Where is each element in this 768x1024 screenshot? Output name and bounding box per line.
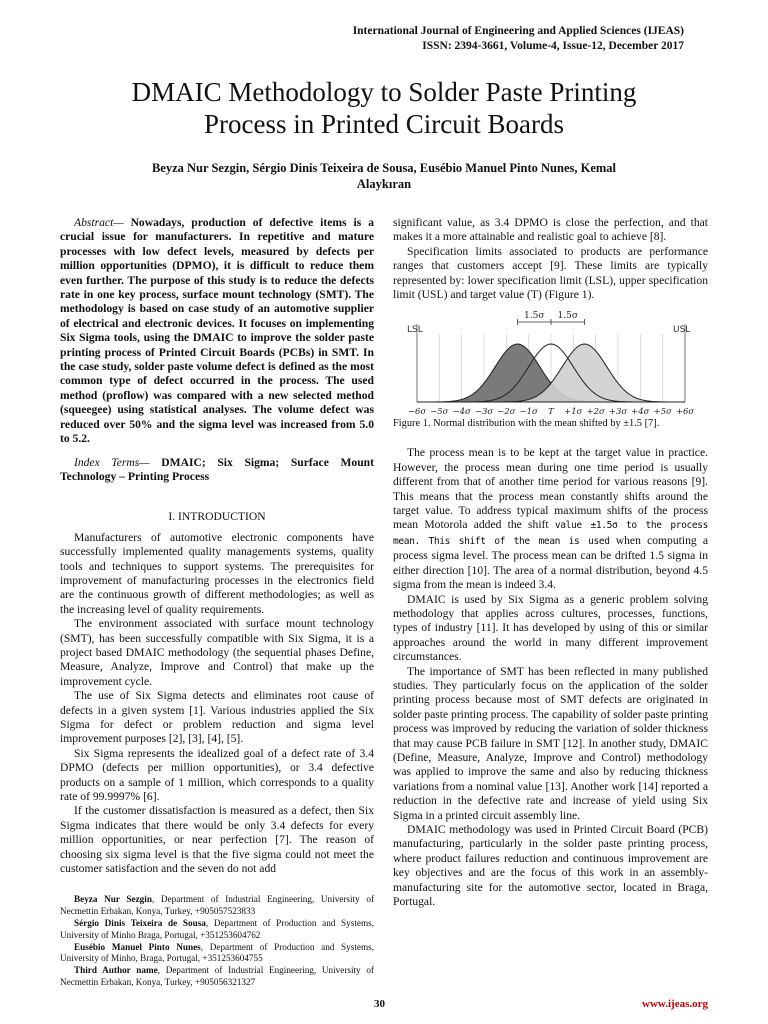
paragraph: The environment associated with surface mount technology (SMT), has been successfully compatible with Six Sigma, it is a project based DMAIC methodology (the sequential phases Define, Measure, Analyze, Improve and Control) that make up the improvement cycle.: [60, 617, 374, 688]
sigma-tick-label: −5σ: [430, 407, 449, 418]
paragraph: significant value, as 3.4 DPMO is close the perfection, and that makes it a more attainable and realistic goal to achieve [8].: [393, 216, 708, 244]
sigma-tick-label: +5σ: [653, 407, 672, 418]
left-column: [60, 216, 374, 989]
footnote-item: [60, 918, 374, 942]
journal-name: International Journal of Engineering and Applied Sciences (IJEAS): [352, 25, 684, 37]
footnote-author-affiliation: , Department of Production and Systems, University of Minho Braga, Portugal, +351253604762: [60, 918, 374, 940]
shift-right-label: 1.5σ: [557, 311, 578, 322]
abstract-label: Abstract—: [74, 216, 124, 229]
usl-label: USL: [673, 325, 691, 336]
author-list: [100, 160, 668, 192]
paragraph: DMAIC methodology was used in Printed Circuit Board (PCB) manufacturing, particularly in the solder paste printing process, where product failures reduction and continuous improvement are key objectives and are the focus of this work in an assembly-manufacturing site for the automotive sector, located in Braga, Portugal.: [393, 823, 708, 909]
abstract-text: Nowadays, production of defective items is a crucial issue for manufacturers. In repetitive and mature processes with low defect levels, measured by defects per million opportunities (DPMO), it is difficult to reduce them even further. The purpose of this study is to reduce the defects rate in one key process, surface mount technology (SMT). The methodology is based on case study of an automotive supplier of electrical and electronic devices. It focuses on implementing Six Sigma tools, using the DMAIC to improve the solder paste printing process of Printed Circuit Boards (PCBs) in SMT. In the case study, solder paste volume defect is defined as the most common type of defect occurred in the process. The used method (proflow) was compared with a new selected method (squeegee) using statistical analyses. The volume defect was reduced over 50% and the sigma level was increased from 5.0 to 5.2.: [60, 216, 374, 446]
sigma-tick-label: +1σ: [564, 407, 583, 418]
paragraph: If the customer dissatisfaction is measured as a defect, then Six Sigma indicates that there would be only 3.4 defects for every million opportunities, or near perfection [7]. The reason of choosing six sigma level is that the five sigma could not meet the customer satisfaction and the seven do not add: [60, 804, 374, 876]
footnote-author-name: Sérgio Dinis Teixeira de Sousa: [74, 918, 206, 929]
sigma-tick-label: −6σ: [407, 407, 427, 418]
paragraph: The use of Six Sigma detects and eliminates root cause of defects in a given system [1]. Various industries applied the Six Sigma for defect or problem reduction and sigma level improvement purposes [2], [3], [4], [5].: [60, 689, 374, 746]
sigma-tick-label: +4σ: [631, 407, 650, 418]
sigma-tick-label: −4σ: [452, 407, 471, 418]
paragraph: The importance of SMT has been reflected in many published studies. They particularly focus on the application of the solder printing process because most of SMT defects are originated in solder paste printing process. The capability of solder paste printing process was improved by reducing the variation of solder thickness that may cause PCB failure in SMT [12]. In another study, DMAIC (Define, Measure, Analyze, Improve and Control) methodology was applied to improve the same and also by reducing thickness variations from a nominal value [13]. Another work [14] reported a reduction in the defective rate and increase of yield using Six Sigma in a printed circuit assembly line.: [393, 664, 708, 822]
title-line-1: DMAIC Methodology to Solder Paste Printing: [131, 77, 637, 107]
footnote-item: [60, 965, 374, 989]
footnote-author-name: Beyza Nur Sezgin: [74, 894, 152, 905]
figure-caption: Figure 1. Normal distribution with the mean shifted by ±1.5 [7].: [393, 418, 660, 430]
page-number: 30: [374, 998, 385, 1010]
figure-normal-distribution: [393, 310, 708, 418]
index-terms-text: DMAIC; Six Sigma; Surface Mount Technology – Printing Process: [60, 455, 374, 483]
shift-left-label: 1.5σ: [524, 311, 545, 322]
sigma-tick-label: T: [548, 407, 554, 418]
journal-header: [353, 24, 684, 54]
footnote-item: [60, 942, 374, 966]
paragraph: DMAIC is used by Six Sigma as a generic problem solving methodology that applies across cultures, processes, functions, types of industry [11]. It has developed by using of this or similar approaches around the world in many different improvement circumstances.: [393, 592, 708, 664]
paragraph: Manufacturers of automotive electronic components have successfully implemented quality managements systems, quality tools and techniques to support systems. The prerequisites for improvement of manufacturing processes in the electronics field are the continuous growth of different methodologies; as well as the increasing level of quality requirements.: [60, 530, 374, 616]
paragraph-text: when computing a process sigma level. The process mean can be drifted 1.5 sigma in either direction [10]. The area of a normal distribution, beyond 4.5 sigma from the mean is indeed 3.4.: [393, 533, 708, 592]
footnote-item: [60, 894, 374, 918]
authors-line-2: Alaykıran: [356, 177, 412, 191]
sigma-tick-label: +6σ: [675, 407, 695, 418]
abstract: [60, 216, 374, 447]
sigma-tick-label: +3σ: [608, 407, 628, 418]
right-column: [393, 216, 708, 909]
index-terms-label: Index Terms—: [74, 455, 150, 469]
paper-title: [0, 76, 768, 140]
journal-website[interactable]: www.ijeas.org: [642, 998, 708, 1010]
paragraph: Specification limits associated to products are performance ranges that customers accept [9]. These limits are typically represented by: lower specification limit (LSL), upper specification limit (USL) and target value (T) (Figure 1).: [393, 244, 708, 302]
distribution-plot: [393, 310, 708, 418]
index-terms: [60, 456, 374, 485]
paragraph-text-distorted: value ±1.5σ to the process mean. This shift of the mean is used: [393, 520, 708, 547]
paragraph-text: The process mean is to be kept at the target value in practice. However, the process mean during one time period is usually different from that of another time period for various reasons [9]. This means that the process mean constantly shifts around the target value. To address typical maximum shifts of the process mean Motorola added the shift: [393, 446, 708, 532]
paragraph: Six Sigma represents the idealized goal of a defect rate of 3.4 DPMO (defects per million opportunities), or 3.4 defective products on a sample of 1 million, which corresponds to a quality rate of 99.9997% [6].: [60, 746, 374, 804]
sigma-tick-label: −1σ: [519, 407, 538, 418]
title-line-2: Process in Printed Circuit Boards: [204, 109, 564, 139]
sigma-tick-label: +2σ: [586, 407, 605, 418]
footnote-author-name: Eusébio Manuel Pinto Nunes: [74, 941, 201, 952]
journal-issn: ISSN: 2394-3661, Volume-4, Issue-12, December 2017: [422, 40, 684, 52]
footnote-author-affiliation: , Department of Industrial Engineering, University of Necmettin Erbakan, Konya, Turkey, +905056321327: [60, 965, 374, 988]
authors-line-1: Beyza Nur Sezgin, Sérgio Dinis Teixeira de Sousa, Eusébio Manuel Pinto Nunes, Kemal: [151, 161, 617, 175]
footnote-author-affiliation: , Department of Production and Systems, University of Minho, Braga, Portugal, +351253604755: [60, 941, 374, 964]
sigma-tick-label: −2σ: [497, 407, 516, 418]
paragraph: [393, 446, 708, 592]
section-heading-introduction: I. INTRODUCTION: [168, 510, 266, 524]
lsl-label: LSL: [407, 325, 423, 336]
footnote-author-affiliation: , Department of Industrial Engineering, University of Necmettin Erbakan, Konya, Turkey, +905057523833: [60, 894, 374, 917]
footnote-author-name: Third Author name: [74, 965, 158, 976]
sigma-tick-label: −3σ: [474, 407, 494, 418]
author-footnotes: [60, 894, 374, 988]
